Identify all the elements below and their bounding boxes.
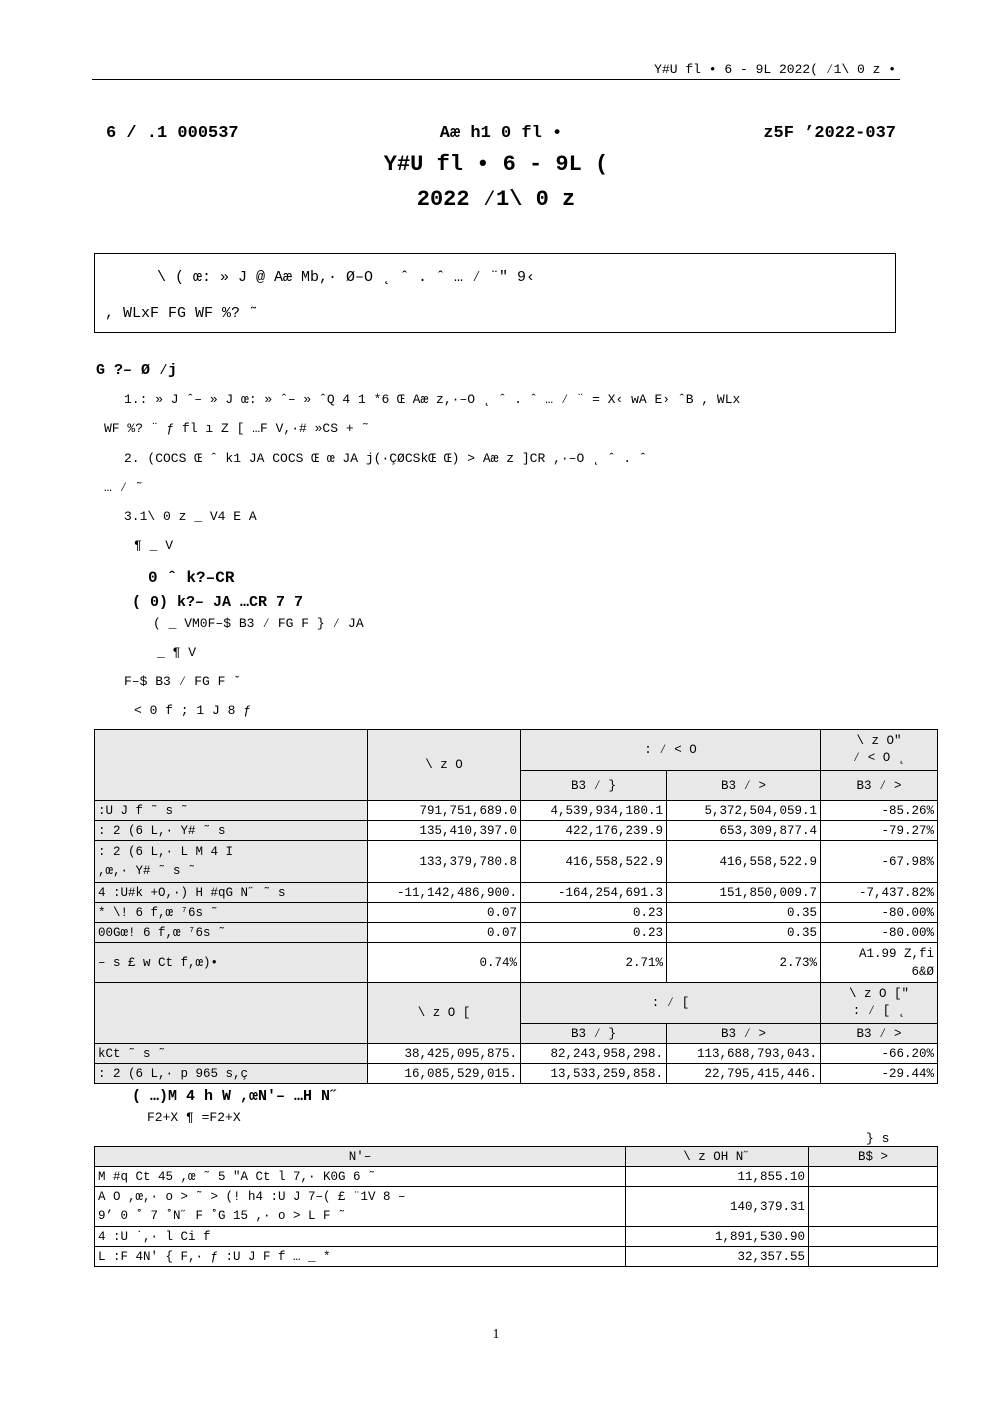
table-row xyxy=(95,1247,938,1267)
row-value: -80.00% xyxy=(821,903,938,923)
row-value: 82,243,958,298. xyxy=(521,1044,667,1064)
table-header-prior: : ⁄ < O xyxy=(521,730,821,771)
row-value: -29.44% xyxy=(821,1064,938,1084)
table-header-change-line2: ⁄ < O ˛ xyxy=(852,751,906,765)
subsection-two-heading: ( …)M 4 h W ,œN'– …H N˝ xyxy=(132,1088,340,1105)
table-corner-cell xyxy=(95,983,368,1044)
row-value: -7,437.82% xyxy=(821,883,938,903)
table-row xyxy=(95,943,938,983)
row-value: 791,751,689.0 xyxy=(368,801,521,821)
table-subheader-before: B3 ⁄ } xyxy=(521,771,667,801)
row-note xyxy=(809,1167,938,1187)
table-row xyxy=(95,903,938,923)
table-header-change-end-line1: \ z O [" xyxy=(849,987,910,1001)
row-value: 11,855.10 xyxy=(626,1167,809,1187)
row-value-line2: 6&Ø xyxy=(911,964,935,979)
row-value: 4,539,934,180.1 xyxy=(521,801,667,821)
row-value: 2.71% xyxy=(521,943,667,983)
table-subheader-after-change: B3 ⁄ > xyxy=(821,771,938,801)
row-value-line1: A1.99 Z,fi xyxy=(859,946,935,961)
row-value: 1,891,530.90 xyxy=(626,1227,809,1247)
table2-header-note: B$ > xyxy=(809,1147,938,1167)
row-value: 2.73% xyxy=(667,943,821,983)
table-row xyxy=(95,1227,938,1247)
paragraph-1a: 1.: » J ˆ– » J œ: » ˆ– » ˆQ 4 1 *6 Œ Aæ z,·–O ˛ ˆ . ˆ … ⁄ ¨ = X‹ wA E› ˆB , WLx xyxy=(124,392,741,407)
financial-data-table xyxy=(94,729,938,1084)
paragraph-2a: 2. (COCS Œ ˆ k1 JA COCS Œ œ JA j(·ÇØCSkŒ Œ) > Aæ z ]CR ,·–O ˛ ˆ . ˆ xyxy=(124,451,647,466)
row-label: : 2 (6 L,· p 965 s,ç xyxy=(95,1064,368,1084)
row-value: -85.26% xyxy=(821,801,938,821)
table-subheader-after-change: B3 ⁄ > xyxy=(821,1024,938,1044)
row-value: 416,558,522.9 xyxy=(667,841,821,883)
table-header-change-line1: \ z O" xyxy=(856,734,902,748)
important-section-heading: G ?– Ø ⁄j xyxy=(96,362,178,379)
table-header-change xyxy=(821,730,938,771)
table-row xyxy=(95,801,938,821)
row-label: 00Gœ! 6 f,œ ⁷6s ˜ xyxy=(95,923,368,943)
row-value: -67.98% xyxy=(821,841,938,883)
table-row xyxy=(95,1187,938,1227)
table-header-current: \ z O xyxy=(368,730,521,801)
row-label: * \! 6 f,œ ⁷6s ˜ xyxy=(95,903,368,923)
row-value: -80.00% xyxy=(821,923,938,943)
sub-paragraph-2: _ ¶ V xyxy=(157,645,197,660)
row-value: 653,309,877.4 xyxy=(667,821,821,841)
row-value: 133,379,780.8 xyxy=(368,841,521,883)
row-label-line2: 9’ 0 ˚ 7 ˚N˝ F ˚G 15 ,· o > L F ˜ xyxy=(98,1208,346,1223)
paragraph-3: 3.1\ 0 z _ V4 E A xyxy=(124,509,257,524)
row-label: kCt ˜ s ˜ xyxy=(95,1044,368,1064)
row-value: 38,425,095,875. xyxy=(368,1044,521,1064)
row-value: 13,533,259,858. xyxy=(521,1064,667,1084)
row-value: 0.35 xyxy=(667,903,821,923)
table-row xyxy=(95,923,938,943)
row-value xyxy=(821,943,938,983)
sub-paragraph-3: F–$ B3 ⁄ FG F ˇ xyxy=(124,674,242,689)
row-label-line2: ,œ,· Y# ˜ s ˜ xyxy=(98,863,196,878)
table-header-change-end-line2: : ⁄ [ ˛ xyxy=(852,1004,906,1018)
announcement-number: z5F ’2022-037 xyxy=(763,124,896,143)
subsection-one-heading: ( 0) k?– JA …CR 7 7 xyxy=(132,594,304,611)
row-value: -164,254,691.3 xyxy=(521,883,667,903)
document-title-line1: Y#U fl • 6 - 9L ( xyxy=(383,152,609,177)
row-label xyxy=(95,841,368,883)
row-note xyxy=(809,1247,938,1267)
paragraph-1b: WF %? ¨ ƒ fl ı Z [ …F V,·# »CS + ˜ xyxy=(104,421,370,436)
row-value: 416,558,522.9 xyxy=(521,841,667,883)
table-row xyxy=(95,821,938,841)
page-number: 1 xyxy=(492,1327,500,1342)
row-label: L :F 4N' { F,· ƒ :U J F f … _ * xyxy=(95,1247,626,1267)
row-label: 4 :U#k +O,·) H #qG N˝ ˜ s xyxy=(95,883,368,903)
notice-line2: , WLxF FG WF %? ˜ xyxy=(105,305,259,322)
table2-header-item: N'– xyxy=(95,1147,626,1167)
row-value: 0.07 xyxy=(368,923,521,943)
row-label: – s £ w Ct f,œ)• xyxy=(95,943,368,983)
row-value: 151,850,009.7 xyxy=(667,883,821,903)
table-header-prior-year-end: : ⁄ [ xyxy=(521,983,821,1024)
stock-abbreviation: Aæ h1 0 fl • xyxy=(439,124,563,143)
table-subheader-before: B3 ⁄ } xyxy=(521,1024,667,1044)
row-value: 5,372,504,059.1 xyxy=(667,801,821,821)
row-value: 16,085,529,015. xyxy=(368,1064,521,1084)
row-value: -11,142,486,900. xyxy=(368,883,521,903)
row-value: 0.74% xyxy=(368,943,521,983)
table-header-change-end xyxy=(821,983,938,1024)
table-corner-cell xyxy=(95,730,368,801)
table2-header-amount: \ z OH N˝ xyxy=(626,1147,809,1167)
row-label-line1: A O ,œ,· o > ˜ > (! h4 :U J 7–( £ ¨1V 8 – xyxy=(98,1189,406,1204)
sub-paragraph-4: < 0 f ; 1 J 8 ƒ xyxy=(134,703,252,718)
sub-paragraph-1: ( _ VM0F–$ B3 ⁄ FG F } ⁄ JA xyxy=(153,616,364,631)
table-row xyxy=(95,1064,938,1084)
table-row xyxy=(95,841,938,883)
row-value: 0.23 xyxy=(521,903,667,923)
row-value: 422,176,239.9 xyxy=(521,821,667,841)
table-header-current-period-end: \ z O [ xyxy=(368,983,521,1044)
document-code-line xyxy=(106,124,896,143)
table-row xyxy=(95,1167,938,1187)
table-subheader-after: B3 ⁄ > xyxy=(667,771,821,801)
unit-label: } s xyxy=(866,1131,890,1146)
section-one-heading: 0 ˆ k?–CR xyxy=(148,569,235,587)
row-label: :U J f ˜ s ˜ xyxy=(95,801,368,821)
paragraph-2b: … ⁄ ˜ xyxy=(104,480,144,495)
row-value: 0.35 xyxy=(667,923,821,943)
page-header xyxy=(92,62,900,80)
non-recurring-items-table xyxy=(94,1146,938,1267)
paragraph-4: ¶ _ V xyxy=(134,538,174,553)
notice-line1: \ ( œ: » J @ Aæ Mb,· Ø–O ˛ ˆ . ˆ … ⁄ ¨" 9‹ xyxy=(157,269,536,286)
row-value: 32,357.55 xyxy=(626,1247,809,1267)
stock-code: 6 / .1 000537 xyxy=(106,124,239,143)
row-note xyxy=(809,1187,938,1227)
table-subheader-after: B3 ⁄ > xyxy=(667,1024,821,1044)
row-value: -66.20% xyxy=(821,1044,938,1064)
row-value: 0.23 xyxy=(521,923,667,943)
table-row xyxy=(95,1044,938,1064)
row-label: : 2 (6 L,· Y# ˜ s xyxy=(95,821,368,841)
notice-box xyxy=(94,253,896,333)
subsection-two-text: F2+X ¶ =F2+X xyxy=(147,1110,241,1125)
row-label: M #q Ct 45 ,œ ˜ 5 "A Ct l 7,· K0G 6 ˜ xyxy=(95,1167,626,1187)
row-label: 4 :U ˙,· l Ci f xyxy=(95,1227,626,1247)
row-value: 22,795,415,446. xyxy=(667,1064,821,1084)
row-label xyxy=(95,1187,626,1227)
row-value: 113,688,793,043. xyxy=(667,1044,821,1064)
header-text: Y#U fl • 6 - 9L 2022( ⁄1\ 0 z • xyxy=(654,62,896,77)
row-value: 140,379.31 xyxy=(626,1187,809,1227)
document-title-line2: 2022 ⁄1\ 0 z xyxy=(416,187,576,212)
row-value: 135,410,397.0 xyxy=(368,821,521,841)
row-value: 0.07 xyxy=(368,903,521,923)
row-label-line1: : 2 (6 L,· L M 4 I xyxy=(98,844,234,859)
table-row xyxy=(95,883,938,903)
row-value: -79.27% xyxy=(821,821,938,841)
row-note xyxy=(809,1227,938,1247)
